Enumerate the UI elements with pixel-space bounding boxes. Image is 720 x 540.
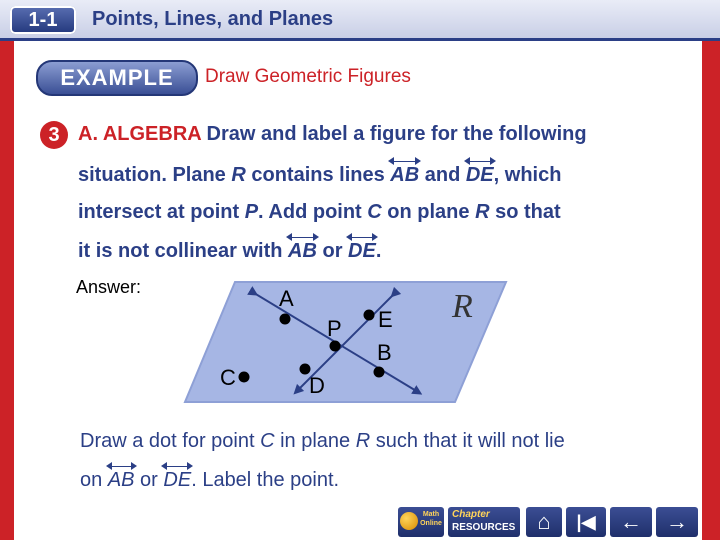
text: on plane (381, 201, 476, 223)
example-number-badge: 3 (40, 121, 68, 149)
text: or (134, 469, 164, 491)
text: . Label the point. (191, 469, 340, 491)
text: . (375, 240, 382, 262)
label-e: E (378, 307, 393, 332)
chapter-resources-button[interactable] (448, 507, 520, 537)
plane-figure (180, 280, 510, 405)
point-b-dot (374, 367, 385, 378)
text: contains lines (245, 164, 391, 186)
text: , which (493, 164, 562, 186)
ray-ab: AB (288, 240, 317, 263)
ray-de: DE (466, 164, 494, 187)
point-a-dot (280, 314, 291, 325)
label-d: D (309, 373, 325, 398)
text: so that (489, 201, 561, 223)
text: on (80, 469, 108, 491)
math-online-label: Math Online (420, 511, 442, 527)
math-online-button[interactable] (398, 507, 444, 537)
previous-button[interactable] (610, 507, 652, 537)
next-button[interactable] (656, 507, 698, 537)
header-bar (0, 0, 720, 38)
var-point-p: P (244, 201, 259, 223)
example-title: Draw Geometric Figures (205, 66, 411, 87)
first-slide-button[interactable] (566, 507, 606, 537)
problem-text-1: Draw and label a figure for the following (206, 123, 587, 145)
arrow-left-icon: ← (620, 509, 642, 534)
var-point-c: C (367, 201, 382, 223)
problem-line-3 (78, 201, 561, 224)
label-b: B (377, 340, 392, 365)
answer-label: Answer: (76, 277, 142, 297)
var-plane: R (355, 430, 371, 452)
home-button[interactable] (526, 507, 562, 537)
label-c: C (220, 365, 236, 390)
globe-icon (400, 512, 418, 530)
problem-line-1 (78, 123, 587, 146)
label-a: A (279, 286, 294, 311)
lesson-number-badge: 1-1 (10, 6, 76, 34)
var-point-c: C (260, 430, 275, 452)
right-accent-bar (702, 41, 720, 540)
note-line-1 (80, 430, 565, 453)
note-line-2 (80, 469, 339, 492)
home-icon: ⌂ (537, 509, 551, 534)
text: such that it will not lie (370, 430, 565, 452)
ray-de: DE (348, 240, 376, 263)
point-p-dot (330, 341, 341, 352)
problem-line-4 (78, 240, 381, 263)
text: and (419, 164, 466, 186)
lesson-title: Points, Lines, and Planes (92, 8, 334, 30)
header-divider (0, 38, 720, 41)
example-banner: EXAMPLE (36, 60, 198, 96)
ray-de: DE (163, 469, 191, 492)
problem-line-2 (78, 164, 561, 187)
arrow-right-icon: → (666, 509, 688, 534)
text: . Add point (258, 201, 368, 223)
navigation-footer (398, 507, 702, 540)
var-plane: R (475, 201, 490, 223)
text: situation. Plane (78, 164, 232, 186)
ray-ab: AB (390, 164, 419, 187)
text: or (316, 240, 349, 262)
var-plane: R (231, 164, 246, 186)
first-slide-icon: |◀ (576, 512, 596, 532)
text: it is not collinear with (78, 240, 289, 262)
part-label: A. ALGEBRA (78, 123, 201, 145)
point-c-dot (239, 372, 250, 383)
ray-ab: AB (108, 469, 135, 492)
resources-label: RESOURCES (452, 522, 516, 533)
left-accent-bar (0, 41, 14, 540)
point-e-dot (364, 310, 375, 321)
text: Draw a dot for point (80, 430, 261, 452)
chapter-label: Chapter (452, 509, 490, 520)
text: in plane (274, 430, 356, 452)
label-plane-r: R (452, 288, 473, 325)
label-p: P (327, 316, 342, 341)
text: intersect at point (78, 201, 245, 223)
